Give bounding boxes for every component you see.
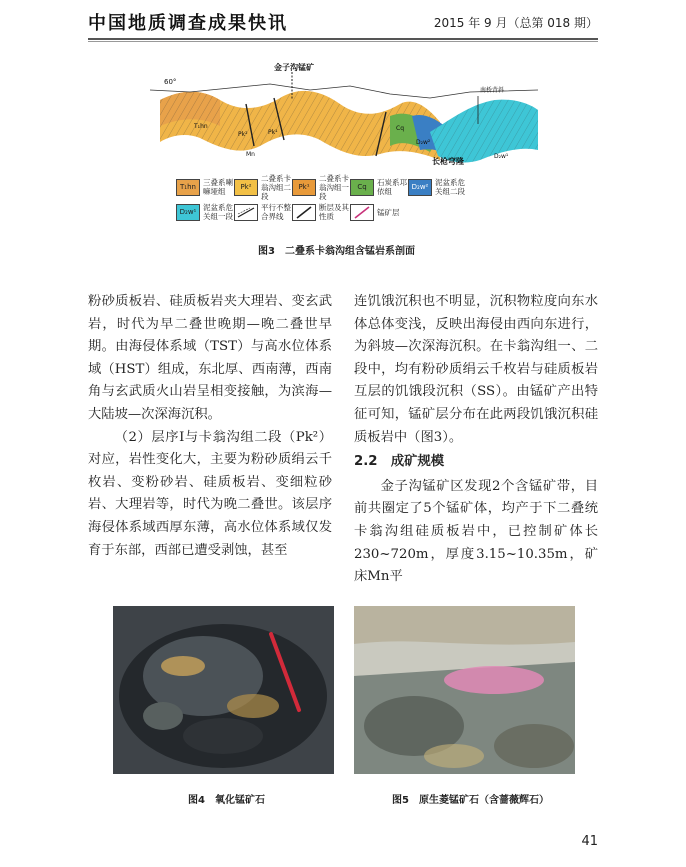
legend-d2w1: D₂w¹ 泥盆系危关组一段 xyxy=(176,201,233,223)
fault-line-icon xyxy=(294,206,314,219)
figure4-caption: 图4 氧化锰矿石 xyxy=(188,795,265,806)
pk2-label: Pk² xyxy=(238,131,248,138)
left-para-2: （2）层序Ⅰ与卡翁沟组二段（Pk²）对应，岩性变化大，主要为粉砂质绢云千枚岩、变粉砂岩、硅质板岩、变细粒砂岩、大理岩等，时代为晚二叠世。该层序海侵体系域西厚东薄，高水位体系域仅发育于东部，西部已遭受剥蚀，甚至 xyxy=(88,429,332,558)
cq-label: Cq xyxy=(396,125,404,132)
journal-title: 中国地质调查成果快讯 xyxy=(88,13,288,34)
page-number: 41 xyxy=(581,834,598,849)
right-para-1: 连饥饿沉积也不明显，沉积物粒度向东水体总体变浅，反映出海侵由西向东进行，为斜坡—次深海沉积。在卡翁沟组一、二段中，均有粉砂质绢云千枚岩与硅质板岩互层的饥饿段沉积（SS）。由锰矿产出特征可知，锰矿层分布在此两段饥饿沉积硅质板岩中（图3）。 xyxy=(354,294,598,445)
t1-label: T₁hn xyxy=(194,123,208,130)
angle-label: 60° xyxy=(164,78,177,86)
header-rule-thin xyxy=(88,41,598,42)
oxidized-manganese-ore-photo xyxy=(113,606,334,774)
legend-unconformity: 平行不整合界线 xyxy=(234,201,291,223)
figure3-legend xyxy=(176,173,521,224)
primary-rhodochrosite-ore-photo xyxy=(354,606,575,774)
legend-pk2: Pk² 二叠系卡翁沟组二段 xyxy=(234,176,291,198)
figure5-caption: 图5 原生菱锰矿石（含蔷薇辉石） xyxy=(392,795,549,806)
figure3-caption: 图3 二叠系卡翁沟组含锰岩系剖面 xyxy=(258,246,415,257)
right-column xyxy=(354,291,598,589)
cross-section-diagram xyxy=(150,60,540,170)
right-para-2: 金子沟锰矿区发现2个含锰矿带，目前共圈定了5个锰矿体，均产于下二叠统卡翁沟组硅质板岩中，已控制矿体长230~720m，厚度3.15~10.35m，矿床Mn平 xyxy=(354,478,598,585)
section-heading: 2.2 成矿规模 xyxy=(354,454,445,470)
d1-label: D₂w¹ xyxy=(494,153,509,160)
issue-label: 2015 年 9 月（总第 018 期） xyxy=(433,16,598,30)
legend-d2w2: D₂w² 泥盆系危关组二段 xyxy=(408,176,465,198)
left-column xyxy=(88,291,332,562)
legend-pk1: Pk¹ 二叠系卡翁沟组一段 xyxy=(292,176,349,198)
anticline-label: 南桥背斜 xyxy=(480,87,505,94)
mn-label: Mn xyxy=(246,151,255,158)
pk1-label: Pk¹ xyxy=(268,129,278,136)
left-para-1: 粉砂质板岩、硅质板岩夹大理岩、变玄武岩，时代为早二叠世晚期—晚二叠世早期。由海侵体系域（TST）与高水位体系域（HST）组成，东北厚、西南薄，西南角与玄武质火山岩呈相变接触，为滨海—大陆坡—次深海沉积。 xyxy=(88,294,332,422)
legend-mn-layer: 锰矿层 xyxy=(350,201,407,223)
legend-cq: Cq 石炭系邛依组 xyxy=(350,176,407,198)
unconformity-line-icon xyxy=(236,206,256,219)
header-rule xyxy=(88,38,598,40)
dome-label: 长枪穹隆 xyxy=(432,157,464,166)
deposit-label: 金子沟锰矿 xyxy=(274,63,314,72)
mn-layer-icon xyxy=(352,206,372,219)
legend-fault: 断层及其性质 xyxy=(292,201,349,223)
d2-label: D₂w² xyxy=(416,139,431,146)
legend-t1hn: T₁hn 三叠系喇嘛垭组 xyxy=(176,176,233,198)
